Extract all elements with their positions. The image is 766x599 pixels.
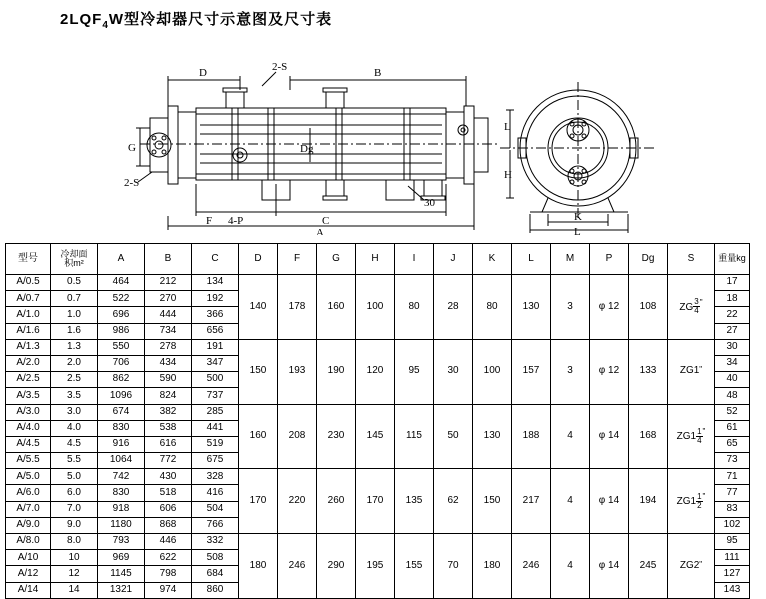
cell-l: 157 (512, 339, 551, 404)
th-C: C (192, 244, 239, 275)
cell-l: 246 (512, 534, 551, 599)
dim-label-4P: 4-P (228, 215, 244, 227)
cell-a: 464 (98, 275, 145, 291)
cell-area: 4.0 (51, 420, 98, 436)
cell-model: A/1.3 (6, 339, 51, 355)
cell-weight: 40 (715, 372, 750, 388)
cell-c: 500 (192, 372, 239, 388)
th-model: 型号 (6, 244, 51, 275)
cell-m: 3 (551, 275, 590, 340)
cell-c: 332 (192, 534, 239, 550)
th-K: K (473, 244, 512, 275)
cell-j: 50 (434, 404, 473, 469)
table-row (6, 275, 750, 291)
cell-p: φ 14 (590, 534, 629, 599)
cell-weight: 18 (715, 291, 750, 307)
cell-weight: 17 (715, 275, 750, 291)
cell-area: 10 (51, 550, 98, 566)
cell-weight: 127 (715, 566, 750, 582)
cell-a: 830 (98, 420, 145, 436)
cell-area: 0.7 (51, 291, 98, 307)
cell-area: 4.5 (51, 436, 98, 452)
cell-area: 7.0 (51, 501, 98, 517)
cell-s: ZG1 $\frac{1}{2}$ " (668, 469, 715, 534)
cell-f: 193 (278, 339, 317, 404)
cell-b: 430 (145, 469, 192, 485)
cell-weight: 48 (715, 388, 750, 404)
th-D: D (239, 244, 278, 275)
cell-weight: 77 (715, 485, 750, 501)
page-title (60, 8, 332, 31)
cell-c: 192 (192, 291, 239, 307)
cell-a: 550 (98, 339, 145, 355)
cell-area: 6.0 (51, 485, 98, 501)
dim-label-K: K (574, 211, 582, 223)
th-M: M (551, 244, 590, 275)
cell-b: 278 (145, 339, 192, 355)
cell-c: 504 (192, 501, 239, 517)
table-row (6, 534, 750, 550)
cell-d: 140 (239, 275, 278, 340)
cell-model: A/8.0 (6, 534, 51, 550)
title-subscript: 4 (102, 20, 109, 31)
cooler-drawing-svg (0, 30, 766, 235)
dim-label-Dg: Dg (300, 143, 314, 155)
dim-label-L-bottom: L (574, 226, 581, 235)
cell-b: 824 (145, 388, 192, 404)
cell-a: 674 (98, 404, 145, 420)
cell-d: 160 (239, 404, 278, 469)
cell-h: 145 (356, 404, 395, 469)
dim-label-C: C (322, 215, 330, 227)
cell-model: A/7.0 (6, 501, 51, 517)
cell-b: 590 (145, 372, 192, 388)
cell-dg: 245 (629, 534, 668, 599)
cell-c: 508 (192, 550, 239, 566)
cell-b: 734 (145, 323, 192, 339)
cell-model: A/10 (6, 550, 51, 566)
cell-c: 191 (192, 339, 239, 355)
cell-b: 868 (145, 517, 192, 533)
cell-k: 80 (473, 275, 512, 340)
cell-k: 150 (473, 469, 512, 534)
th-H: H (356, 244, 395, 275)
cell-area: 8.0 (51, 534, 98, 550)
cell-p: φ 14 (590, 469, 629, 534)
cell-g: 190 (317, 339, 356, 404)
cell-weight: 73 (715, 453, 750, 469)
cell-b: 772 (145, 453, 192, 469)
cell-weight: 95 (715, 534, 750, 550)
th-G: G (317, 244, 356, 275)
cell-d: 170 (239, 469, 278, 534)
cell-model: A/1.0 (6, 307, 51, 323)
table-row (6, 404, 750, 420)
cell-g: 160 (317, 275, 356, 340)
cell-p: φ 14 (590, 404, 629, 469)
cell-l: 188 (512, 404, 551, 469)
cell-a: 969 (98, 550, 145, 566)
cell-model: A/0.7 (6, 291, 51, 307)
cell-a: 522 (98, 291, 145, 307)
cell-c: 519 (192, 436, 239, 452)
cell-b: 606 (145, 501, 192, 517)
th-L: L (512, 244, 551, 275)
cell-i: 155 (395, 534, 434, 599)
cell-d: 150 (239, 339, 278, 404)
table-row (6, 469, 750, 485)
dim-label-B: B (374, 67, 382, 79)
cell-c: 285 (192, 404, 239, 420)
cell-i: 115 (395, 404, 434, 469)
cell-model: A/14 (6, 582, 51, 598)
cell-h: 195 (356, 534, 395, 599)
dimension-table-wrapper (5, 243, 761, 599)
cell-s: ZG1" (668, 339, 715, 404)
th-F: F (278, 244, 317, 275)
th-area: 冷却面 积m² (51, 244, 98, 275)
cell-a: 862 (98, 372, 145, 388)
cell-model: A/1.6 (6, 323, 51, 339)
cell-f: 178 (278, 275, 317, 340)
dim-label-L-right: L (504, 121, 511, 133)
cell-model: A/12 (6, 566, 51, 582)
cell-area: 1.3 (51, 339, 98, 355)
cell-a: 830 (98, 485, 145, 501)
cell-model: A/4.5 (6, 436, 51, 452)
cell-a: 1321 (98, 582, 145, 598)
cell-area: 3.0 (51, 404, 98, 420)
cell-g: 290 (317, 534, 356, 599)
cell-c: 766 (192, 517, 239, 533)
cell-model: A/4.0 (6, 420, 51, 436)
cell-a: 916 (98, 436, 145, 452)
table-header-row (6, 244, 750, 275)
cell-k: 180 (473, 534, 512, 599)
cell-h: 170 (356, 469, 395, 534)
cell-b: 798 (145, 566, 192, 582)
cell-a: 1180 (98, 517, 145, 533)
cell-m: 3 (551, 339, 590, 404)
cell-b: 212 (145, 275, 192, 291)
cell-g: 260 (317, 469, 356, 534)
cell-weight: 52 (715, 404, 750, 420)
cell-a: 742 (98, 469, 145, 485)
cell-h: 120 (356, 339, 395, 404)
dim-label-D: D (199, 67, 207, 79)
dimension-table (5, 243, 750, 599)
cell-i: 135 (395, 469, 434, 534)
cell-f: 246 (278, 534, 317, 599)
cell-weight: 27 (715, 323, 750, 339)
cell-j: 28 (434, 275, 473, 340)
cell-f: 220 (278, 469, 317, 534)
cell-model: A/5.0 (6, 469, 51, 485)
cell-p: φ 12 (590, 275, 629, 340)
cell-c: 134 (192, 275, 239, 291)
cell-a: 986 (98, 323, 145, 339)
cell-c: 441 (192, 420, 239, 436)
cell-area: 2.5 (51, 372, 98, 388)
th-Dg: Dg (629, 244, 668, 275)
cell-c: 684 (192, 566, 239, 582)
title-suffix: W型冷却器尺寸示意图及尺寸表 (108, 11, 333, 28)
cell-model: A/0.5 (6, 275, 51, 291)
cell-a: 1096 (98, 388, 145, 404)
cell-m: 4 (551, 469, 590, 534)
cell-m: 4 (551, 404, 590, 469)
cell-j: 70 (434, 534, 473, 599)
cell-a: 1145 (98, 566, 145, 582)
cell-b: 616 (145, 436, 192, 452)
cell-weight: 65 (715, 436, 750, 452)
cell-weight: 102 (715, 517, 750, 533)
table-body (6, 275, 750, 599)
cell-a: 696 (98, 307, 145, 323)
cell-c: 328 (192, 469, 239, 485)
cell-area: 14 (51, 582, 98, 598)
cell-model: A/2.5 (6, 372, 51, 388)
cell-c: 366 (192, 307, 239, 323)
cell-c: 737 (192, 388, 239, 404)
cell-b: 518 (145, 485, 192, 501)
cell-s: ZG2" (668, 534, 715, 599)
th-I: I (395, 244, 434, 275)
cell-area: 9.0 (51, 517, 98, 533)
cell-k: 130 (473, 404, 512, 469)
dim-label-G: G (128, 142, 136, 154)
cell-weight: 30 (715, 339, 750, 355)
cell-model: A/3.5 (6, 388, 51, 404)
cell-weight: 83 (715, 501, 750, 517)
th-B: B (145, 244, 192, 275)
cell-weight: 111 (715, 550, 750, 566)
cell-k: 100 (473, 339, 512, 404)
cell-s: ZG1 $\frac{1}{4}$ " (668, 404, 715, 469)
cell-b: 382 (145, 404, 192, 420)
cell-b: 446 (145, 534, 192, 550)
cell-j: 62 (434, 469, 473, 534)
cell-b: 622 (145, 550, 192, 566)
cell-model: A/2.0 (6, 355, 51, 371)
title-prefix: 2LQF (60, 11, 103, 28)
cell-weight: 22 (715, 307, 750, 323)
cell-weight: 61 (715, 420, 750, 436)
cell-i: 80 (395, 275, 434, 340)
cell-area: 12 (51, 566, 98, 582)
cell-c: 675 (192, 453, 239, 469)
technical-drawing (0, 30, 766, 235)
cell-weight: 71 (715, 469, 750, 485)
cell-f: 208 (278, 404, 317, 469)
cell-a: 793 (98, 534, 145, 550)
cell-dg: 133 (629, 339, 668, 404)
cell-j: 30 (434, 339, 473, 404)
cell-dg: 194 (629, 469, 668, 534)
cell-area: 0.5 (51, 275, 98, 291)
th-J: J (434, 244, 473, 275)
cell-s: ZG $\frac{3}{4}$ " (668, 275, 715, 340)
cell-i: 95 (395, 339, 434, 404)
cell-area: 1.0 (51, 307, 98, 323)
dim-label-F: F (206, 215, 213, 227)
th-S: S (668, 244, 715, 275)
cell-g: 230 (317, 404, 356, 469)
th-P: P (590, 244, 629, 275)
cell-b: 444 (145, 307, 192, 323)
cell-dg: 108 (629, 275, 668, 340)
cell-a: 918 (98, 501, 145, 517)
table-row (6, 339, 750, 355)
cell-model: A/3.0 (6, 404, 51, 420)
cell-a: 706 (98, 355, 145, 371)
cell-weight: 34 (715, 355, 750, 371)
cell-area: 5.5 (51, 453, 98, 469)
cell-c: 416 (192, 485, 239, 501)
cell-b: 270 (145, 291, 192, 307)
cell-model: A/6.0 (6, 485, 51, 501)
cell-c: 860 (192, 582, 239, 598)
th-A: A (98, 244, 145, 275)
cell-area: 5.0 (51, 469, 98, 485)
cell-area: 3.5 (51, 388, 98, 404)
cell-b: 538 (145, 420, 192, 436)
cell-c: 347 (192, 355, 239, 371)
cell-model: A/9.0 (6, 517, 51, 533)
dim-label-30: 30 (424, 197, 435, 209)
cell-d: 180 (239, 534, 278, 599)
dim-label-2S-left: 2-S (124, 177, 140, 189)
cell-l: 130 (512, 275, 551, 340)
cell-weight: 143 (715, 582, 750, 598)
cell-l: 217 (512, 469, 551, 534)
cell-area: 2.0 (51, 355, 98, 371)
th-weight: 重量kg (715, 244, 750, 275)
cell-c: 656 (192, 323, 239, 339)
cell-area: 1.6 (51, 323, 98, 339)
cell-b: 434 (145, 355, 192, 371)
cell-dg: 168 (629, 404, 668, 469)
dim-label-A: A (316, 227, 324, 235)
cell-m: 4 (551, 534, 590, 599)
cell-h: 100 (356, 275, 395, 340)
cell-b: 974 (145, 582, 192, 598)
cell-model: A/5.5 (6, 453, 51, 469)
cell-a: 1064 (98, 453, 145, 469)
dim-label-2S-top: 2-S (272, 61, 288, 73)
cell-p: φ 12 (590, 339, 629, 404)
dim-label-H-right: H (504, 169, 512, 181)
